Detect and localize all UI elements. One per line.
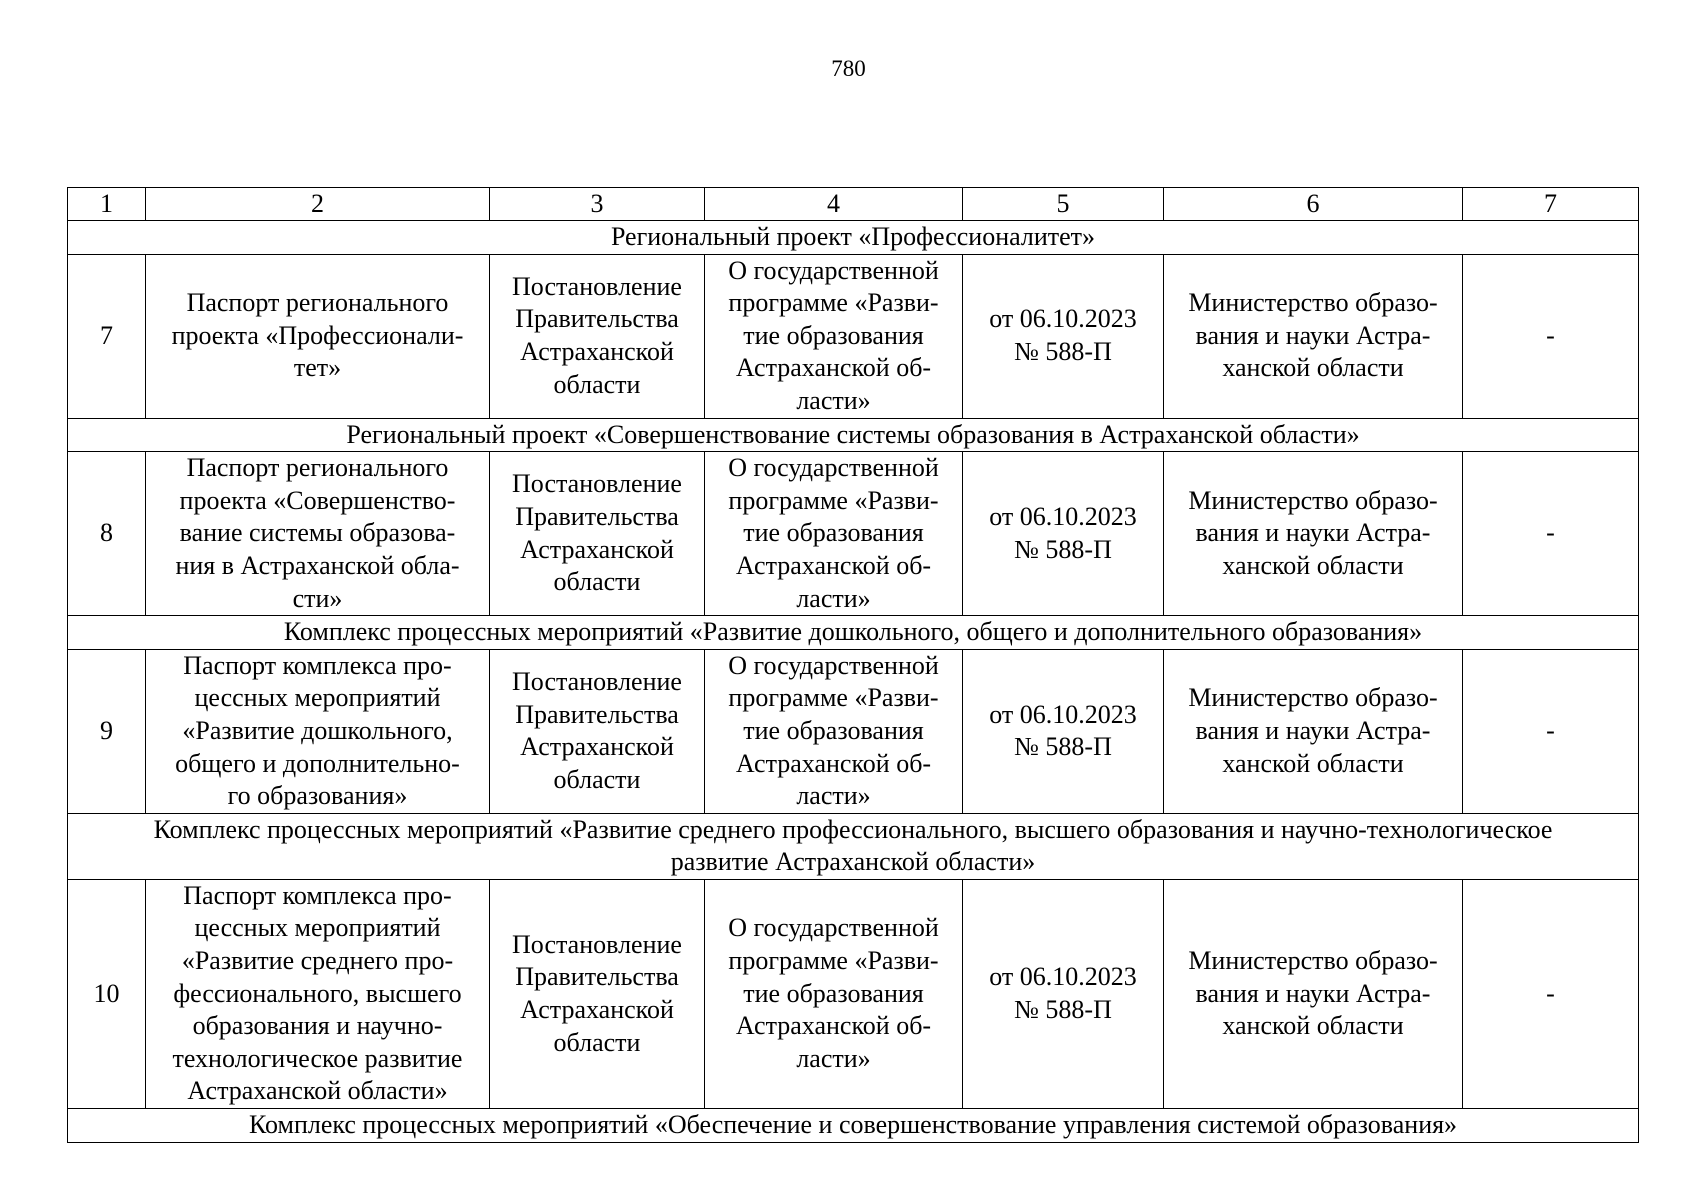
act-title-cell (705, 254, 963, 418)
cell-line: ласти» (796, 385, 871, 415)
act-title-cell (705, 649, 963, 813)
cell-line: О государственной (728, 453, 939, 483)
cell-line: тие образования (743, 978, 924, 1008)
responsible-org-cell (1164, 452, 1463, 616)
cell-line: «Развитие среднего про- (181, 946, 454, 976)
note-cell: - (1463, 649, 1639, 813)
section-header-row (68, 221, 1639, 255)
act-type-cell (490, 649, 705, 813)
row-number-cell: 10 (68, 879, 146, 1108)
cell-line: технологическое развитие (172, 1043, 463, 1073)
act-title-cell (705, 452, 963, 616)
cell-line: Комплекс процессных мероприятий «Развитие дошкольного, общего и дополнительного образования» (283, 617, 1423, 647)
cell-line: Постановление (512, 271, 682, 301)
responsible-org-cell (1164, 879, 1463, 1108)
cell-line: цессных мероприятий (194, 683, 441, 713)
cell-line: Правительства (515, 304, 679, 334)
column-number-cell: 2 (146, 188, 490, 221)
table-row (68, 452, 1639, 616)
act-date-number-cell (963, 649, 1164, 813)
section-header-row (68, 418, 1639, 452)
document-name-cell (146, 254, 490, 418)
cell-line: ласти» (796, 583, 871, 613)
cell-line: Постановление (512, 667, 682, 697)
cell-line: Астраханской об- (735, 550, 932, 580)
cell-line: развитие Астраханской области» (670, 847, 1036, 877)
cell-line: ханской области (1222, 550, 1404, 580)
cell-line: тет» (293, 353, 342, 383)
cell-line: Астраханской (520, 732, 674, 762)
cell-line: от 06.10.2023 (989, 304, 1137, 334)
cell-line: от 06.10.2023 (989, 962, 1137, 992)
cell-line: Паспорт регионального (186, 288, 449, 318)
cell-line: проекта «Совершенство- (179, 485, 456, 515)
row-number-cell: 8 (68, 452, 146, 616)
note-cell: - (1463, 879, 1639, 1108)
section-header-row (68, 813, 1639, 879)
cell-line: вание системы образова- (179, 518, 456, 548)
table-row (68, 254, 1639, 418)
cell-line: Паспорт регионального (186, 453, 449, 483)
cell-line: Комплекс процессных мероприятий «Развитие среднего профессионального, высшего образования и научно-технологическое (153, 814, 1553, 844)
column-number-cell: 5 (963, 188, 1164, 221)
cell-line: № 588-П (1014, 337, 1112, 367)
document-name-cell (146, 649, 490, 813)
column-number-cell: 1 (68, 188, 146, 221)
document-name-cell (146, 879, 490, 1108)
act-type-cell (490, 452, 705, 616)
cell-line: Правительства (515, 502, 679, 532)
cell-line: программе «Разви- (728, 485, 939, 515)
cell-line: Региональный проект «Профессионалитет» (610, 222, 1096, 251)
page-number: 780 (831, 56, 866, 81)
cell-line: Региональный проект «Совершенствование системы образования в Астраханской области» (346, 419, 1360, 449)
cell-line: ласти» (796, 1043, 871, 1073)
cell-line: ханской области (1222, 1011, 1404, 1041)
act-type-cell (490, 254, 705, 418)
act-type-cell (490, 879, 705, 1108)
cell-line: от 06.10.2023 (989, 699, 1137, 729)
cell-line: Паспорт комплекса про- (183, 880, 452, 910)
cell-line: образования и научно- (192, 1011, 443, 1041)
cell-line: О государственной (728, 650, 939, 680)
cell-line: вания и науки Астра- (1195, 518, 1431, 548)
cell-line: Паспорт комплекса про- (183, 650, 452, 680)
section-title (68, 221, 1639, 255)
cell-line: № 588-П (1014, 994, 1112, 1024)
cell-line: ласти» (796, 781, 871, 811)
table-row (68, 649, 1639, 813)
cell-line: области (553, 369, 641, 399)
cell-line: вания и науки Астра- (1195, 320, 1431, 350)
cell-line: сти» (292, 583, 343, 613)
cell-line: программе «Разви- (728, 946, 939, 976)
column-number-cell: 7 (1463, 188, 1639, 221)
cell-line: от 06.10.2023 (989, 502, 1137, 532)
cell-line: О государственной (728, 913, 939, 943)
section-title (68, 418, 1639, 452)
cell-line: программе «Разви- (728, 683, 939, 713)
cell-line: Министерство образо- (1188, 485, 1438, 515)
cell-line: Астраханской об- (735, 748, 932, 778)
act-date-number-cell (963, 254, 1164, 418)
cell-line: программе «Разви- (728, 288, 939, 318)
responsible-org-cell (1164, 254, 1463, 418)
cell-line: Астраханской об- (735, 353, 932, 383)
cell-line: проекта «Профессионали- (171, 320, 464, 350)
cell-line: ния в Астраханской обла- (175, 550, 460, 580)
cell-line: Правительства (515, 699, 679, 729)
row-number-cell: 7 (68, 254, 146, 418)
column-number-cell: 3 (490, 188, 705, 221)
cell-line: области (553, 567, 641, 597)
cell-line: области (553, 1027, 641, 1057)
column-number-cell: 4 (705, 188, 963, 221)
row-number-cell: 9 (68, 649, 146, 813)
documents-table (67, 187, 1639, 1143)
column-number-cell: 6 (1164, 188, 1463, 221)
cell-line: № 588-П (1014, 732, 1112, 762)
cell-line: «Развитие дошкольного, (182, 715, 453, 745)
cell-line: Астраханской области» (187, 1076, 448, 1106)
cell-line: тие образования (743, 715, 924, 745)
note-cell: - (1463, 254, 1639, 418)
act-date-number-cell (963, 452, 1164, 616)
cell-line: вания и науки Астра- (1195, 978, 1431, 1008)
cell-line: № 588-П (1014, 534, 1112, 564)
cell-line: Астраханской (520, 534, 674, 564)
cell-line: Правительства (515, 962, 679, 992)
cell-line: ханской области (1222, 748, 1404, 778)
cell-line: Комплекс процессных мероприятий «Обеспечение и совершенствование управления системой образования» (248, 1110, 1458, 1140)
cell-line: го образования» (227, 781, 408, 811)
section-title (68, 813, 1639, 879)
cell-line: Министерство образо- (1188, 288, 1438, 318)
table-row (68, 879, 1639, 1108)
cell-line: Постановление (512, 929, 682, 959)
cell-line: Постановление (512, 469, 682, 499)
column-number-row (68, 188, 1639, 221)
section-header-row (68, 616, 1639, 650)
cell-line: Министерство образо- (1188, 946, 1438, 976)
cell-line: тие образования (743, 320, 924, 350)
cell-line: цессных мероприятий (194, 913, 441, 943)
cell-line: Астраханской (520, 994, 674, 1024)
cell-line: фессионального, высшего (173, 978, 462, 1008)
cell-line: О государственной (728, 255, 939, 285)
section-title (68, 616, 1639, 650)
cell-line: вания и науки Астра- (1195, 715, 1431, 745)
cell-line: общего и дополнительно- (175, 748, 460, 778)
section-title (68, 1109, 1639, 1143)
document-name-cell (146, 452, 490, 616)
responsible-org-cell (1164, 649, 1463, 813)
cell-line: Министерство образо- (1188, 683, 1438, 713)
act-title-cell (705, 879, 963, 1108)
cell-line: тие образования (743, 518, 924, 548)
cell-line: Астраханской об- (735, 1011, 932, 1041)
cell-line: Астраханской (520, 337, 674, 367)
section-header-row (68, 1109, 1639, 1143)
note-cell: - (1463, 452, 1639, 616)
cell-line: области (553, 764, 641, 794)
cell-line: ханской области (1222, 353, 1404, 383)
act-date-number-cell (963, 879, 1164, 1108)
